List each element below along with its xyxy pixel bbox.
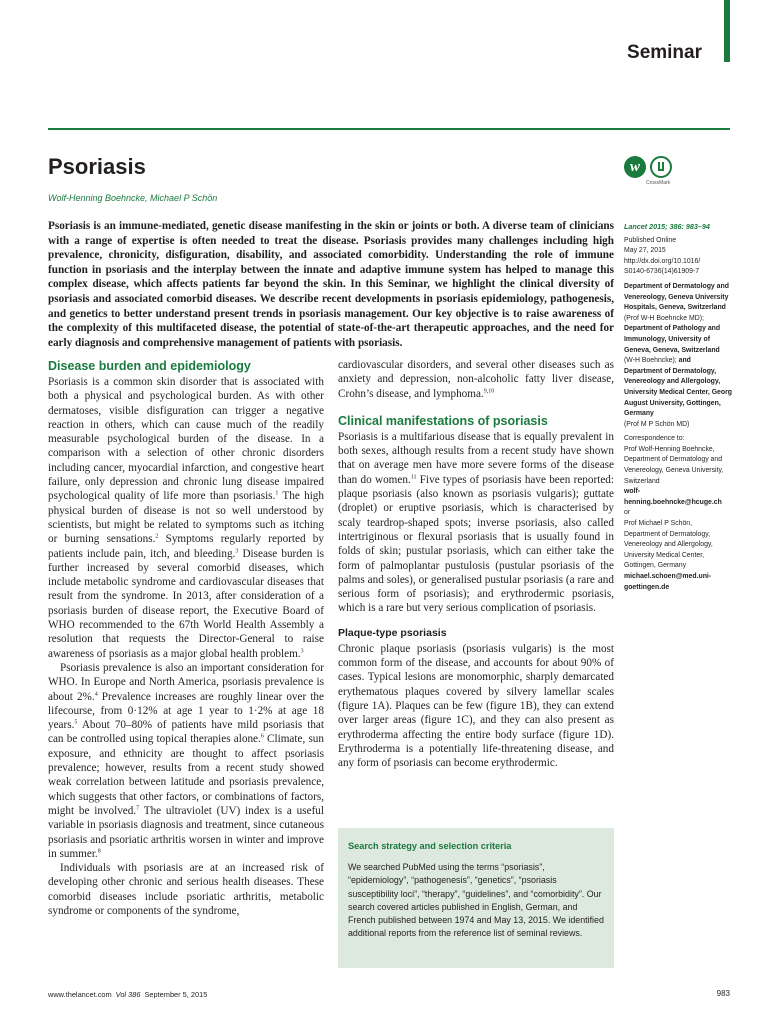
doi-link[interactable]: http://dx.doi.org/10.1016/ S0140-6736(14)61909-7 [624,257,701,276]
correspondence-2-email[interactable]: michael.schoen@med.uni-goettingen.de [624,573,712,591]
search-strategy-box [338,828,614,968]
affiliation-2: Department of Pathology and Immunology, University of Geneva, Geneva, Switzerland (W-H Boehncke); and [624,325,721,365]
section-label: Seminar [627,42,702,63]
paragraph: Psoriasis is a common skin disorder that is associated with both a physical and psychological burden. As with other dermatoses, visible disfiguration can trigger a negative reaction in others, which can cause much of the readily measurable psychological burden of the disease. In a comparison with a selection of other chronic disorders including cancer, myocardial infarction, and congestive heart failure, only depression and chronic lung disease impaired psychological quality of life more than psoriasis.$^1$ The high physical burden of disease is not so well understood by scientists, but might be related to symptoms such as itching or burning sensations.$^2$ Symptoms regularly reported by patients include pain, itch, and bleeding.$^3$ Disease burden is further increased by several comorbid diseases, which include metabolic syndrome and cardiovascular diseases that result from the syndrome. In 2013, after consideration of a psoriasis burden of disease report, the Executive Board of WHO recommended to the 67th World Health Assembly a resolution that requests the Director-General to raise awareness of psoriasis as a major global health problem.$^3$ [48,376,324,660]
citation[interactable]: 4 [94,690,98,697]
column-right [338,358,614,770]
citation[interactable]: 6 [260,733,264,740]
citation[interactable]: 1 [275,490,279,497]
header-rule [48,128,730,130]
search-strategy-title: Search strategy and selection criteria [348,841,512,851]
citation[interactable]: 3 [235,547,239,554]
spacer [338,616,614,626]
citation[interactable]: 8 [97,848,101,855]
paragraph: Psoriasis prevalence is also an important consideration for WHO. In Europe and North America, psoriasis prevalence is about 2%.$^4$ Prevalence increases are roughly linear over the lifecourse, from 0·12% at age 1 year to 1·2% at age 18 years.$^5$ About 70–80% of patients have mild psoriasis that can be controlled using topical therapies alone.$^6$ Climate, sun exposure, and ethnicity are thought to affect psoriasis prevalence; however, results from a recent study showed weak correlation between latitude and psoriasis prevalence, which suggests that other factors, or combinations of factors, might be involved.$^7$ The ultraviolet (UV) index is a useful variable in psoriasis diagnosis and treatment, since cutaneous psoriasis and psoriatic arthritis worsen in winter and improve in summer.$^8$ [48,661,324,860]
subsection-heading-plaque-type: Plaque-type psoriasis [338,626,447,639]
section-heading-clinical-manifestations: Clinical manifestations of psoriasis [338,413,548,428]
affiliation-3: Department of Dermatology, Venereology and Allergology, University Medical Center, Georg August University, Gottingen, Germany (Prof M P Schön MD) [624,367,732,428]
section-heading-disease-burden: Disease burden and epidemiology [48,359,251,373]
correspondence-2-name: Prof Michael P Schön, [624,520,693,528]
correspondence-1-email[interactable]: wolf-henning.boehncke@hcuge.ch [624,488,722,506]
published-online-label: Published Online [624,236,677,244]
article-title: Psoriasis [48,154,146,179]
crossmark-icon[interactable] [650,156,672,178]
article-badges [624,156,674,188]
correspondence-1-dept: Department of Dermatology and Venereology, Geneva University, Switzerland [624,456,724,485]
section-color-bar [724,0,730,62]
footer-left [48,990,207,999]
footer-volume: Vol 386 [115,990,141,999]
footer-site-link[interactable]: www.thelancet.com [48,990,112,999]
citation[interactable]: 11 [410,474,417,481]
affiliation-1: Department of Dermatology and Venereology, Geneva University Hospitals, Geneva, Switzerland (Prof W-H Boehncke MD); [624,282,729,322]
page-number: 983 [716,989,730,998]
crossmark-bookmark-shape [658,162,664,171]
abstract: Psoriasis is an immune-mediated, genetic disease manifesting in the skin or joints or both. A diverse team of clinicians with a range of expertise is often needed to treat the disease. Psoriasis provides many challenges including high prevalence, chronicity, disfiguration, disability, and associated comorbidity. Understanding the role of immune function in psoriasis and the interplay between the innate and adaptive immune system has helped to manage this complex disease, which affects patients far beyond the skin. In this Seminar, we highlight the clinical diversity of psoriasis and associated comorbid diseases. We describe recent developments in psoriasis epidemiology, pathogenesis, and genetics to better understand present trends in psoriasis management. Our key objective is to raise awareness of the complexity of this multifaceted disease, the potential of state-of-the-art therapeutic approaches, and the need for early diagnosis and comprehensive management of patients with psoriasis. [48,220,614,349]
citation[interactable]: 2 [155,533,159,540]
journal-reference: Lancet 2015; 386: 983–94 [624,222,710,231]
sidebar-notes [624,222,736,593]
article-authors: Wolf-Henning Boehncke, Michael P Schön [48,193,218,203]
paragraph: Psoriasis is a multifarious disease that is equally prevalent in both sexes, although results from a recent study have shown that on average men have more severe forms of the disease than do women.$^{11}$ Five types of psoriasis have been reported: plaque psoriasis (also known as psoriasis vulgaris); guttate (droplet) or eruptive psoriasis, which is characterised by scaly teardrop-shaped spots; inverse psoriasis, also called intertriginous or flexural psoriasis that is usually found in folds of skin; pustular psoriasis, which can either take the form of palmoplantar pustulosis (pustular psoriasis of the palms and soles), or generalised pustular psoriasis (a rare and serious form of psoriasis); and erythrodermic psoriasis, which is a rare but very serious complication of psoriasis. [338,430,614,615]
correspondence-2-dept: Department of Dermatology, Venereology and Allergology, University Medical Center, Gottingen, Germany [624,530,713,570]
citation[interactable]: 3 [300,647,304,654]
published-date: May 27, 2015 [624,247,666,255]
open-access-w-icon[interactable]: w [624,156,646,178]
correspondence-1-name: Prof Wolf-Henning Boehncke, [624,445,715,453]
citation[interactable]: 9,10 [483,387,495,394]
paragraph: Individuals with psoriasis are at an increased risk of developing other chronic and serious health diseases. These comorbid diseases include psoriatic arthritis, metabolic syndrome or components of the syndrome, [48,862,324,917]
spacer [338,401,614,413]
correspondence-label: Correspondence to: [624,435,685,443]
paragraph: cardiovascular disorders, and several other diseases such as anxiety and depression, non-alcoholic fatty liver disease, Crohn’s disease, and lymphoma.$^{9,10}$ [338,359,614,400]
citation[interactable]: 5 [74,719,78,726]
citation[interactable]: 7 [136,805,140,812]
column-left [48,358,324,918]
search-strategy-text: We searched PubMed using the terms “psoriasis”, “epidemiology”, “pathogenesis”, “genetics”, “psoriasis susceptibility loci”, “therapy”, “guidelines”, and “comorbidity”. Our search covered articles published in English, German, and French published between 1974 and May 13, 2015. We identified additional reports from the reference list of seminal reviews. [348,862,604,939]
crossmark-label: CrossMark [646,180,671,186]
or-label: or [624,509,631,517]
paragraph: Chronic plaque psoriasis (psoriasis vulgaris) is the most common form of the disease, and accounts for about 90% of cases. Typical lesions are monomorphic, sharply demarcated erythematous plaques covered by silvery lamellar scales (figure 1A). Plaques can be few (figure 1B), they can extend over larger areas (figure 1C), and they can also present as erythroderma affecting the entire body surface (figure 1D). Erythroderma is a potentially life-threatening disease, and any form of psoriasis can become erythrodermic. [338,642,614,770]
footer-date: September 5, 2015 [144,990,208,999]
